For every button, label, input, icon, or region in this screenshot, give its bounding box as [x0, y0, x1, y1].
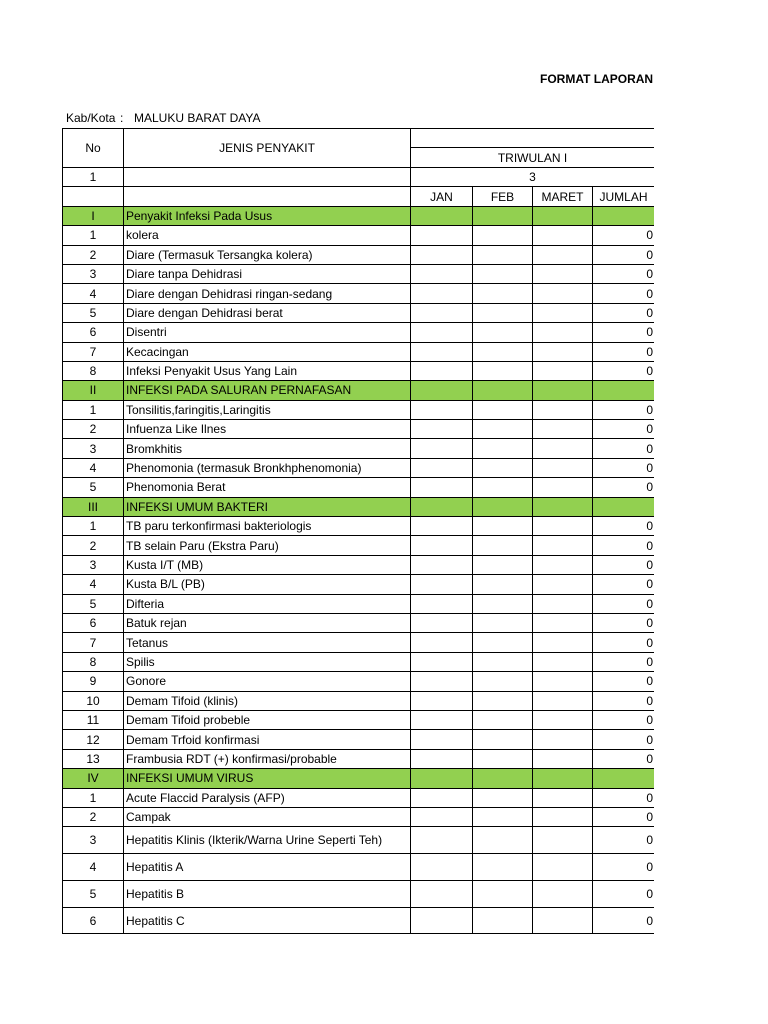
- disease-name: TB selain Paru (Ekstra Paru): [124, 536, 411, 555]
- table-row: [63, 458, 655, 477]
- jumlah-cell: 0: [593, 323, 655, 342]
- disease-name: Disentri: [124, 323, 411, 342]
- disease-name: Spilis: [124, 652, 411, 671]
- section-row: [63, 381, 655, 400]
- table-row: [63, 827, 655, 854]
- disease-name: Difteria: [124, 594, 411, 613]
- jan-cell: [411, 749, 473, 768]
- section-row: [63, 206, 655, 225]
- kabupaten-label: Kab/Kota: [66, 111, 116, 125]
- jumlah-cell: 0: [593, 245, 655, 264]
- disease-name: Kusta B/L (PB): [124, 575, 411, 594]
- disease-name: Gonore: [124, 672, 411, 691]
- row-no: 1: [63, 400, 124, 419]
- table-row: [63, 439, 655, 458]
- table-row: [63, 691, 655, 710]
- jan-cell: [411, 672, 473, 691]
- table-row: [63, 555, 655, 574]
- table-row: [63, 517, 655, 536]
- jan-cell: [411, 827, 473, 854]
- feb-cell: [473, 400, 533, 419]
- jumlah-cell: 0: [593, 478, 655, 497]
- maret-cell: [533, 478, 593, 497]
- kabupaten-separator: :: [120, 111, 124, 125]
- table-row: [63, 594, 655, 613]
- table-row: [63, 613, 655, 632]
- jumlah-cell: 0: [593, 284, 655, 303]
- index-blank: [124, 168, 411, 187]
- jumlah-cell: 0: [593, 517, 655, 536]
- disease-name: Acute Flaccid Paralysis (AFP): [124, 788, 411, 807]
- feb-cell: [473, 633, 533, 652]
- disease-name: Bromkhitis: [124, 439, 411, 458]
- maret-cell: [533, 710, 593, 729]
- month-row-blank-no: [63, 187, 124, 206]
- table-row: [63, 633, 655, 652]
- section-row: [63, 769, 655, 788]
- month-maret: MARET: [533, 187, 593, 206]
- jumlah-cell: 0: [593, 613, 655, 632]
- jumlah-cell: 0: [593, 264, 655, 283]
- jumlah-cell: 0: [593, 342, 655, 361]
- report-title: FORMAT LAPORAN: [540, 72, 654, 86]
- disease-name: Infuenza Like Ilnes: [124, 420, 411, 439]
- maret-cell: [533, 361, 593, 380]
- feb-cell: [473, 284, 533, 303]
- row-no: 4: [63, 458, 124, 477]
- row-no: 6: [63, 907, 124, 934]
- table-row: [63, 420, 655, 439]
- jumlah-cell: 0: [593, 710, 655, 729]
- row-no: 3: [63, 264, 124, 283]
- disease-name: Diare tanpa Dehidrasi: [124, 264, 411, 283]
- feb-cell: [473, 458, 533, 477]
- feb-cell: [473, 807, 533, 826]
- jan-cell: [411, 245, 473, 264]
- disease-name: Hepatitis B: [124, 880, 411, 907]
- row-no: 5: [63, 880, 124, 907]
- jan-cell: [411, 788, 473, 807]
- disease-name: Diare dengan Dehidrasi ringan-sedang: [124, 284, 411, 303]
- jan-cell: [411, 439, 473, 458]
- disease-name: kolera: [124, 226, 411, 245]
- feb-cell: [473, 555, 533, 574]
- feb-cell: [473, 594, 533, 613]
- jan-cell: [411, 264, 473, 283]
- row-no: 13: [63, 749, 124, 768]
- section-feb-cell: [473, 381, 533, 400]
- disease-name: Tonsilitis,faringitis,Laringitis: [124, 400, 411, 419]
- jumlah-cell: 0: [593, 730, 655, 749]
- table-row: [63, 788, 655, 807]
- section-jan-cell: [411, 497, 473, 516]
- section-name: INFEKSI PADA SALURAN PERNAFASAN: [124, 381, 411, 400]
- jumlah-cell: 0: [593, 400, 655, 419]
- row-no: 6: [63, 323, 124, 342]
- row-no: 2: [63, 807, 124, 826]
- table-row: [63, 245, 655, 264]
- row-no: 5: [63, 303, 124, 322]
- disease-name: Hepatitis A: [124, 854, 411, 881]
- table-row: [63, 749, 655, 768]
- disease-name: Phenomonia (termasuk Bronkhphenomonia): [124, 458, 411, 477]
- feb-cell: [473, 907, 533, 934]
- feb-cell: [473, 854, 533, 881]
- section-jan-cell: [411, 381, 473, 400]
- row-no: 4: [63, 284, 124, 303]
- feb-cell: [473, 342, 533, 361]
- jumlah-cell: 0: [593, 880, 655, 907]
- disease-name: Demam Tifoid (klinis): [124, 691, 411, 710]
- jan-cell: [411, 555, 473, 574]
- maret-cell: [533, 854, 593, 881]
- jan-cell: [411, 478, 473, 497]
- month-jan: JAN: [411, 187, 473, 206]
- feb-cell: [473, 478, 533, 497]
- table-row: [63, 342, 655, 361]
- row-no: 5: [63, 594, 124, 613]
- table-row: [63, 303, 655, 322]
- feb-cell: [473, 420, 533, 439]
- section-row: [63, 497, 655, 516]
- row-no: 3: [63, 439, 124, 458]
- maret-cell: [533, 827, 593, 854]
- maret-cell: [533, 284, 593, 303]
- jan-cell: [411, 400, 473, 419]
- section-code: II: [63, 381, 124, 400]
- maret-cell: [533, 264, 593, 283]
- header-blank: [411, 129, 655, 148]
- table-row: [63, 575, 655, 594]
- jumlah-cell: 0: [593, 458, 655, 477]
- maret-cell: [533, 226, 593, 245]
- maret-cell: [533, 245, 593, 264]
- section-maret-cell: [533, 497, 593, 516]
- jan-cell: [411, 323, 473, 342]
- header-period: TRIWULAN I: [411, 148, 655, 168]
- disease-name: Phenomonia Berat: [124, 478, 411, 497]
- table-row: [63, 907, 655, 934]
- header-month-row: [63, 187, 655, 206]
- maret-cell: [533, 788, 593, 807]
- month-jumlah: JUMLAH: [593, 187, 655, 206]
- maret-cell: [533, 575, 593, 594]
- table-row: [63, 400, 655, 419]
- maret-cell: [533, 633, 593, 652]
- table-row: [63, 652, 655, 671]
- jumlah-cell: 0: [593, 788, 655, 807]
- jumlah-cell: 0: [593, 439, 655, 458]
- section-name: INFEKSI UMUM BAKTERI: [124, 497, 411, 516]
- disease-report-table: [62, 128, 654, 934]
- disease-name: Demam Trfoid konfirmasi: [124, 730, 411, 749]
- feb-cell: [473, 788, 533, 807]
- table-row: [63, 854, 655, 881]
- disease-name: Infeksi Penyakit Usus Yang Lain: [124, 361, 411, 380]
- jumlah-cell: 0: [593, 652, 655, 671]
- maret-cell: [533, 907, 593, 934]
- jan-cell: [411, 361, 473, 380]
- section-feb-cell: [473, 769, 533, 788]
- row-no: 4: [63, 854, 124, 881]
- jan-cell: [411, 420, 473, 439]
- jan-cell: [411, 880, 473, 907]
- row-no: 8: [63, 361, 124, 380]
- row-no: 1: [63, 226, 124, 245]
- maret-cell: [533, 323, 593, 342]
- jan-cell: [411, 303, 473, 322]
- row-no: 7: [63, 342, 124, 361]
- maret-cell: [533, 303, 593, 322]
- row-no: 2: [63, 536, 124, 555]
- section-feb-cell: [473, 497, 533, 516]
- section-maret-cell: [533, 381, 593, 400]
- section-name: Penyakit Infeksi Pada Usus: [124, 206, 411, 225]
- maret-cell: [533, 420, 593, 439]
- section-jan-cell: [411, 206, 473, 225]
- jan-cell: [411, 730, 473, 749]
- jumlah-cell: 0: [593, 303, 655, 322]
- section-name: INFEKSI UMUM VIRUS: [124, 769, 411, 788]
- maret-cell: [533, 749, 593, 768]
- header-row-1: [63, 129, 655, 148]
- disease-name: Kecacingan: [124, 342, 411, 361]
- feb-cell: [473, 361, 533, 380]
- maret-cell: [533, 594, 593, 613]
- disease-name: Kusta I/T (MB): [124, 555, 411, 574]
- table-body: [63, 129, 655, 934]
- feb-cell: [473, 710, 533, 729]
- row-no: 6: [63, 613, 124, 632]
- jan-cell: [411, 613, 473, 632]
- maret-cell: [533, 730, 593, 749]
- section-code: IV: [63, 769, 124, 788]
- row-no: 4: [63, 575, 124, 594]
- row-no: 12: [63, 730, 124, 749]
- maret-cell: [533, 400, 593, 419]
- section-code: III: [63, 497, 124, 516]
- header-no: No: [63, 129, 124, 168]
- maret-cell: [533, 807, 593, 826]
- jumlah-cell: 0: [593, 575, 655, 594]
- jumlah-cell: 0: [593, 827, 655, 854]
- maret-cell: [533, 652, 593, 671]
- jumlah-cell: 0: [593, 749, 655, 768]
- maret-cell: [533, 691, 593, 710]
- section-jumlah-cell: [593, 769, 655, 788]
- disease-name: Tetanus: [124, 633, 411, 652]
- disease-name: TB paru terkonfirmasi bakteriologis: [124, 517, 411, 536]
- kabupaten-line: [66, 111, 260, 125]
- section-jan-cell: [411, 769, 473, 788]
- table-row: [63, 710, 655, 729]
- report-sheet: [62, 128, 654, 936]
- jumlah-cell: 0: [593, 672, 655, 691]
- table-row: [63, 323, 655, 342]
- table-row: [63, 284, 655, 303]
- jan-cell: [411, 342, 473, 361]
- maret-cell: [533, 672, 593, 691]
- jumlah-cell: 0: [593, 633, 655, 652]
- maret-cell: [533, 880, 593, 907]
- table-row: [63, 478, 655, 497]
- disease-name: Hepatitis C: [124, 907, 411, 934]
- jan-cell: [411, 284, 473, 303]
- jan-cell: [411, 652, 473, 671]
- maret-cell: [533, 517, 593, 536]
- disease-name: Hepatitis Klinis (Ikterik/Warna Urine Seperti Teh): [124, 827, 411, 854]
- disease-name: Diare dengan Dehidrasi berat: [124, 303, 411, 322]
- maret-cell: [533, 555, 593, 574]
- feb-cell: [473, 730, 533, 749]
- section-feb-cell: [473, 206, 533, 225]
- table-row: [63, 536, 655, 555]
- jan-cell: [411, 807, 473, 826]
- jan-cell: [411, 710, 473, 729]
- section-jumlah-cell: [593, 206, 655, 225]
- jan-cell: [411, 691, 473, 710]
- jan-cell: [411, 575, 473, 594]
- section-code: I: [63, 206, 124, 225]
- jumlah-cell: 0: [593, 691, 655, 710]
- feb-cell: [473, 536, 533, 555]
- jan-cell: [411, 907, 473, 934]
- row-no: 10: [63, 691, 124, 710]
- jan-cell: [411, 517, 473, 536]
- jan-cell: [411, 458, 473, 477]
- feb-cell: [473, 613, 533, 632]
- row-no: 11: [63, 710, 124, 729]
- month-row-blank-name: [124, 187, 411, 206]
- row-no: 3: [63, 827, 124, 854]
- row-no: 2: [63, 245, 124, 264]
- month-feb: FEB: [473, 187, 533, 206]
- jumlah-cell: 0: [593, 361, 655, 380]
- maret-cell: [533, 458, 593, 477]
- feb-cell: [473, 323, 533, 342]
- disease-name: Campak: [124, 807, 411, 826]
- feb-cell: [473, 264, 533, 283]
- row-no: 9: [63, 672, 124, 691]
- jumlah-cell: 0: [593, 907, 655, 934]
- table-row: [63, 672, 655, 691]
- row-no: 7: [63, 633, 124, 652]
- header-index-row: [63, 168, 655, 187]
- feb-cell: [473, 303, 533, 322]
- jan-cell: [411, 226, 473, 245]
- row-no: 3: [63, 555, 124, 574]
- index-period: 3: [411, 168, 655, 187]
- jumlah-cell: 0: [593, 536, 655, 555]
- feb-cell: [473, 245, 533, 264]
- jumlah-cell: 0: [593, 555, 655, 574]
- section-jumlah-cell: [593, 497, 655, 516]
- maret-cell: [533, 342, 593, 361]
- maret-cell: [533, 613, 593, 632]
- jan-cell: [411, 633, 473, 652]
- jumlah-cell: 0: [593, 807, 655, 826]
- table-row: [63, 730, 655, 749]
- jan-cell: [411, 536, 473, 555]
- maret-cell: [533, 536, 593, 555]
- feb-cell: [473, 652, 533, 671]
- index-no: 1: [63, 168, 124, 187]
- jumlah-cell: 0: [593, 594, 655, 613]
- jumlah-cell: 0: [593, 420, 655, 439]
- section-maret-cell: [533, 769, 593, 788]
- feb-cell: [473, 749, 533, 768]
- feb-cell: [473, 439, 533, 458]
- feb-cell: [473, 880, 533, 907]
- section-jumlah-cell: [593, 381, 655, 400]
- row-no: 5: [63, 478, 124, 497]
- table-row: [63, 880, 655, 907]
- row-no: 1: [63, 788, 124, 807]
- table-row: [63, 361, 655, 380]
- table-row: [63, 264, 655, 283]
- section-maret-cell: [533, 206, 593, 225]
- disease-name: Diare (Termasuk Tersangka kolera): [124, 245, 411, 264]
- jumlah-cell: 0: [593, 226, 655, 245]
- feb-cell: [473, 517, 533, 536]
- jumlah-cell: 0: [593, 854, 655, 881]
- jan-cell: [411, 854, 473, 881]
- feb-cell: [473, 575, 533, 594]
- maret-cell: [533, 439, 593, 458]
- row-no: 8: [63, 652, 124, 671]
- table-row: [63, 807, 655, 826]
- disease-name: Batuk rejan: [124, 613, 411, 632]
- table-row: [63, 226, 655, 245]
- header-jenis-penyakit: JENIS PENYAKIT: [124, 129, 411, 168]
- feb-cell: [473, 672, 533, 691]
- feb-cell: [473, 226, 533, 245]
- disease-name: Frambusia RDT (+) konfirmasi/probable: [124, 749, 411, 768]
- kabupaten-value: MALUKU BARAT DAYA: [134, 111, 261, 125]
- jan-cell: [411, 594, 473, 613]
- feb-cell: [473, 691, 533, 710]
- row-no: 2: [63, 420, 124, 439]
- feb-cell: [473, 827, 533, 854]
- row-no: 1: [63, 517, 124, 536]
- disease-name: Demam Tifoid probeble: [124, 710, 411, 729]
